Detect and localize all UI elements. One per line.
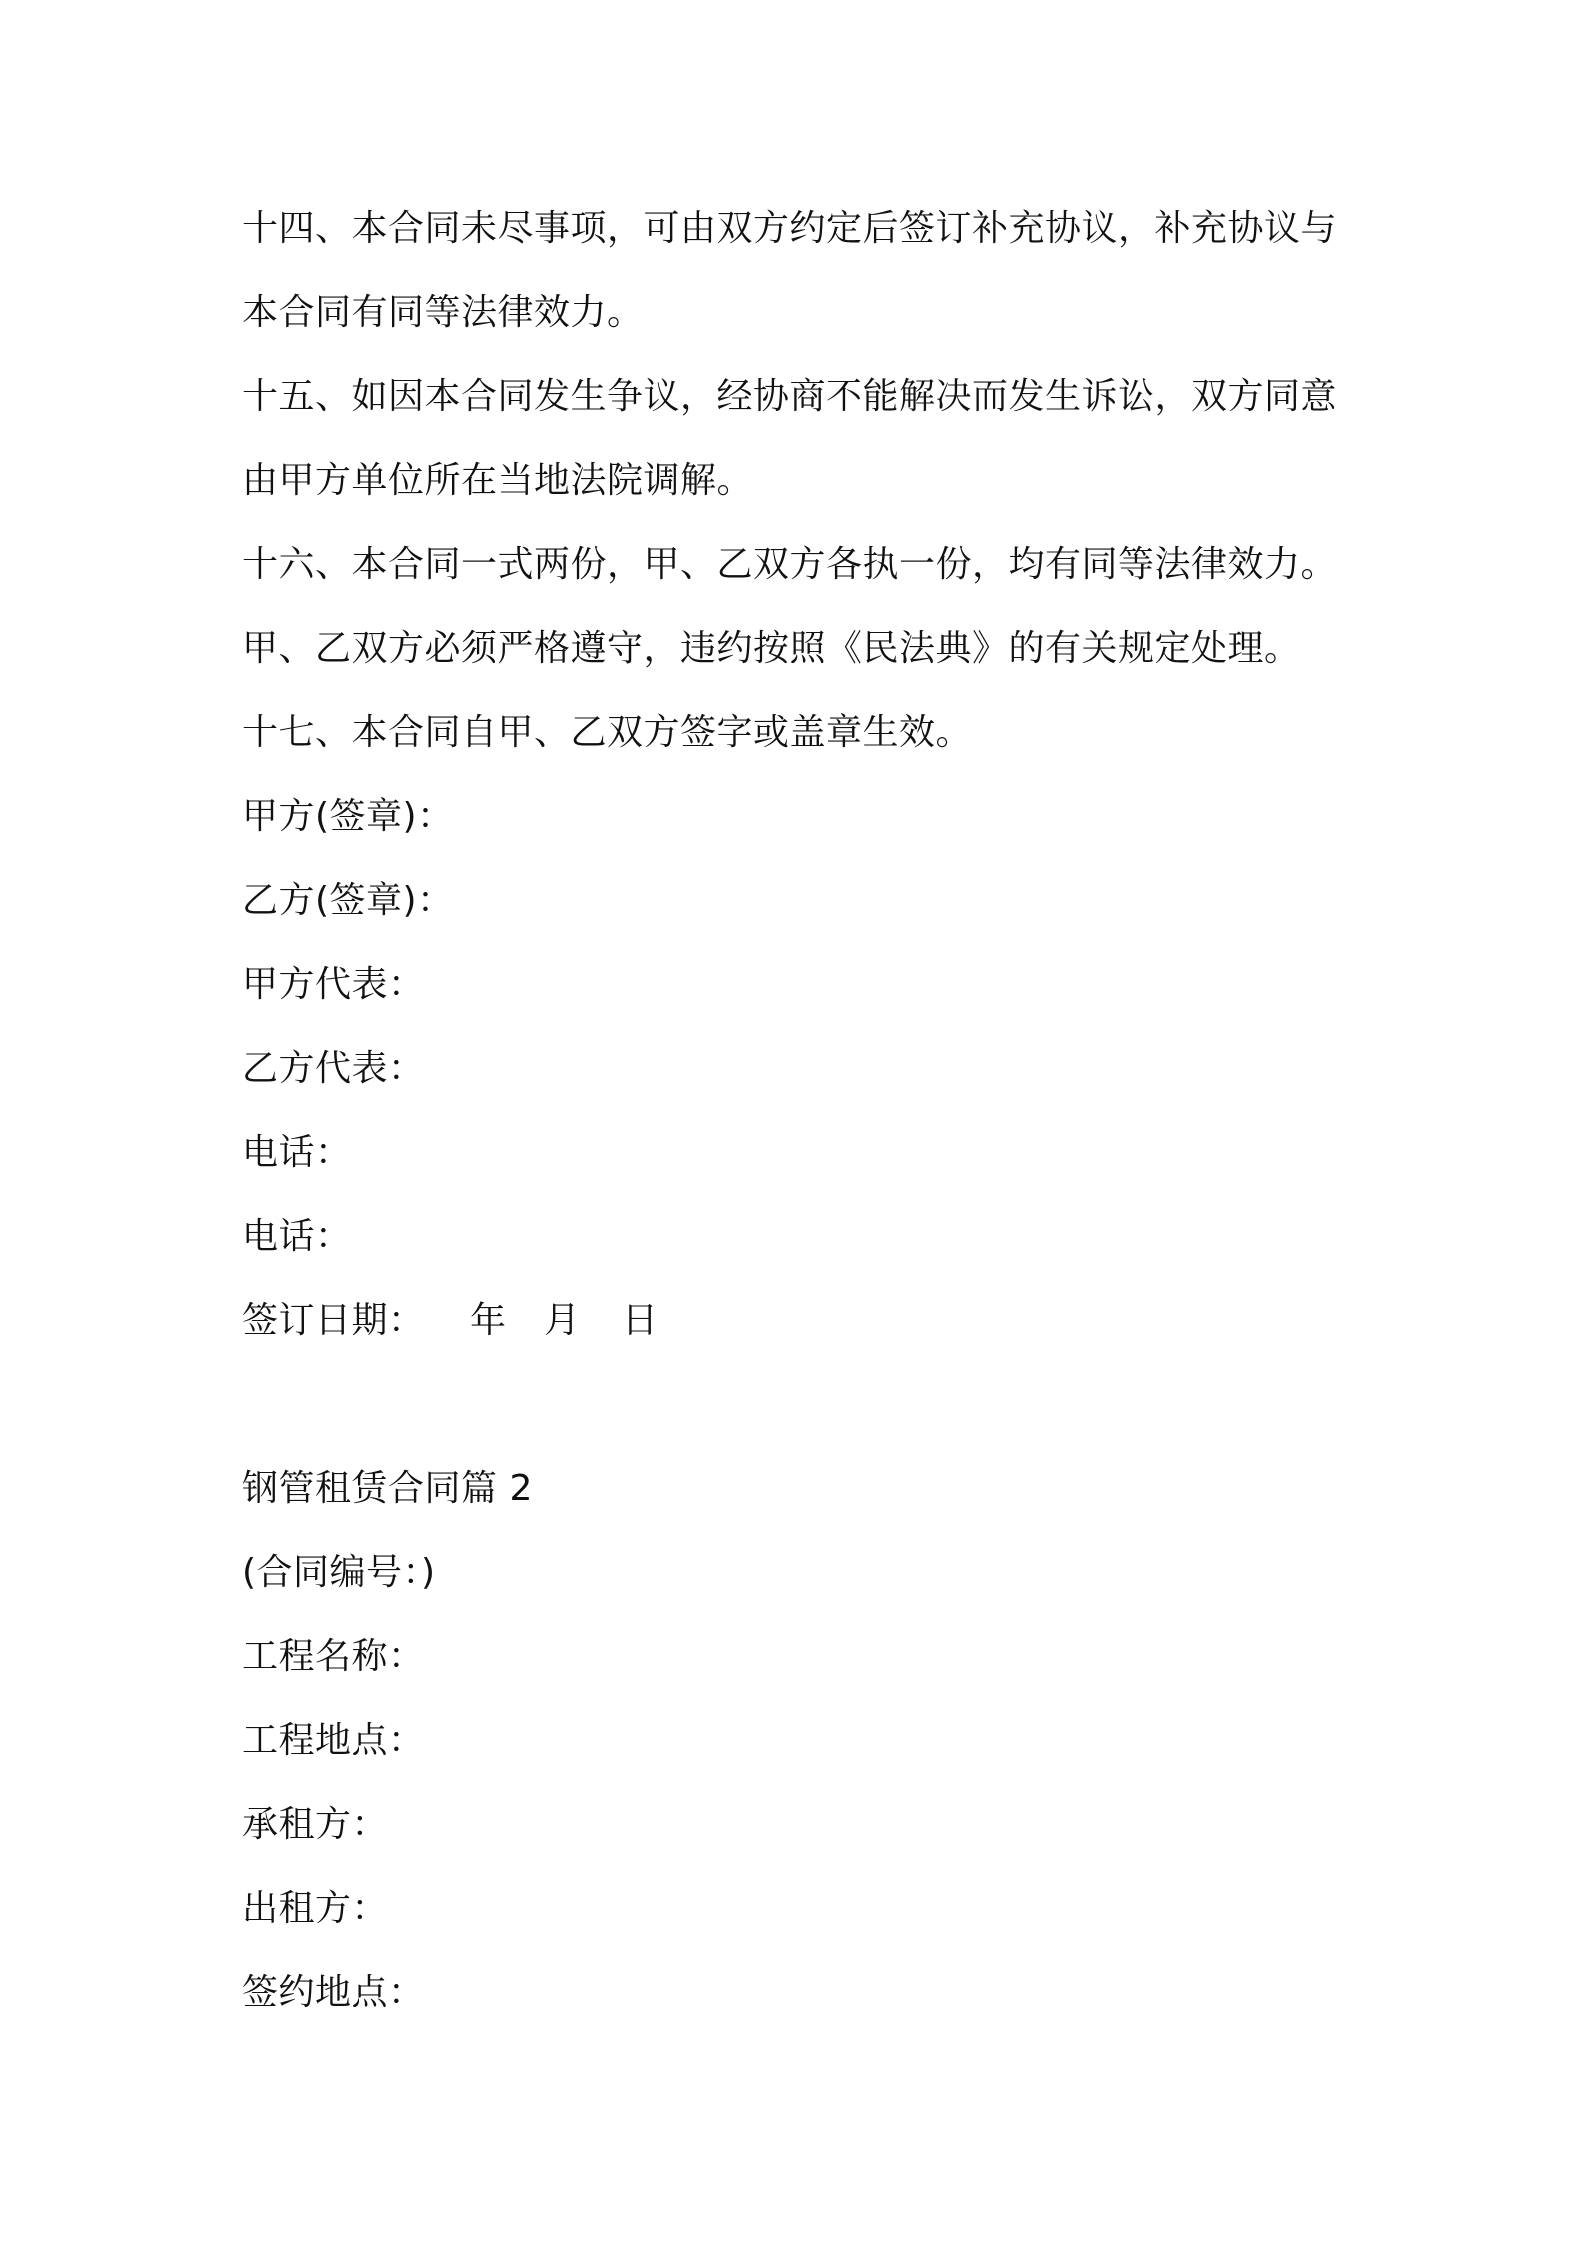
party-a-representative-label: 甲方代表： (242, 964, 425, 1005)
party-b-phone-label: 电话： (242, 1216, 352, 1257)
date-day-label: 日 (622, 1300, 659, 1341)
section-2-title: 钢管租赁合同篇 2 (242, 1468, 533, 1509)
document-body (242, 198, 1362, 2046)
lessee-label: 承租方： (242, 1804, 389, 1845)
clause-17: 十七、本合同自甲、乙双方签字或盖章生效。 (242, 712, 973, 753)
clause-15-line-2: 由甲方单位所在当地法院调解。 (242, 460, 754, 501)
contract-number-label: (合同编号：) (242, 1552, 436, 1593)
date-year-label: 年 (470, 1300, 507, 1341)
signing-place-label: 签约地点： (242, 1972, 425, 2013)
clause-14-line-1: 十四、本合同未尽事项，可由双方约定后签订补充协议，补充协议与 (242, 208, 1338, 249)
party-b-signature-label: 乙方(签章)： (242, 880, 454, 921)
section-divider-space (242, 1374, 1362, 1458)
signing-date-label: 签订日期： (242, 1300, 425, 1341)
clause-15-line-1: 十五、如因本合同发生争议，经协商不能解决而发生诉讼，双方同意 (242, 376, 1338, 417)
project-name-label: 工程名称： (242, 1636, 425, 1677)
party-b-representative-label: 乙方代表： (242, 1048, 425, 1089)
signing-date-line (242, 1290, 1362, 1374)
clause-14-line-2: 本合同有同等法律效力。 (242, 292, 644, 333)
party-a-phone-label: 电话： (242, 1132, 352, 1173)
clause-16-line-1: 十六、本合同一式两份，甲、乙双方各执一份，均有同等法律效力。 (242, 544, 1338, 585)
date-month-label: 月 (544, 1300, 581, 1341)
project-location-label: 工程地点： (242, 1720, 425, 1761)
party-a-signature-label: 甲方(签章)： (242, 796, 454, 837)
lessor-label: 出租方： (242, 1888, 389, 1929)
clause-16-line-2: 甲、乙双方必须严格遵守，违约按照《民法典》的有关规定处理。 (242, 628, 1301, 669)
